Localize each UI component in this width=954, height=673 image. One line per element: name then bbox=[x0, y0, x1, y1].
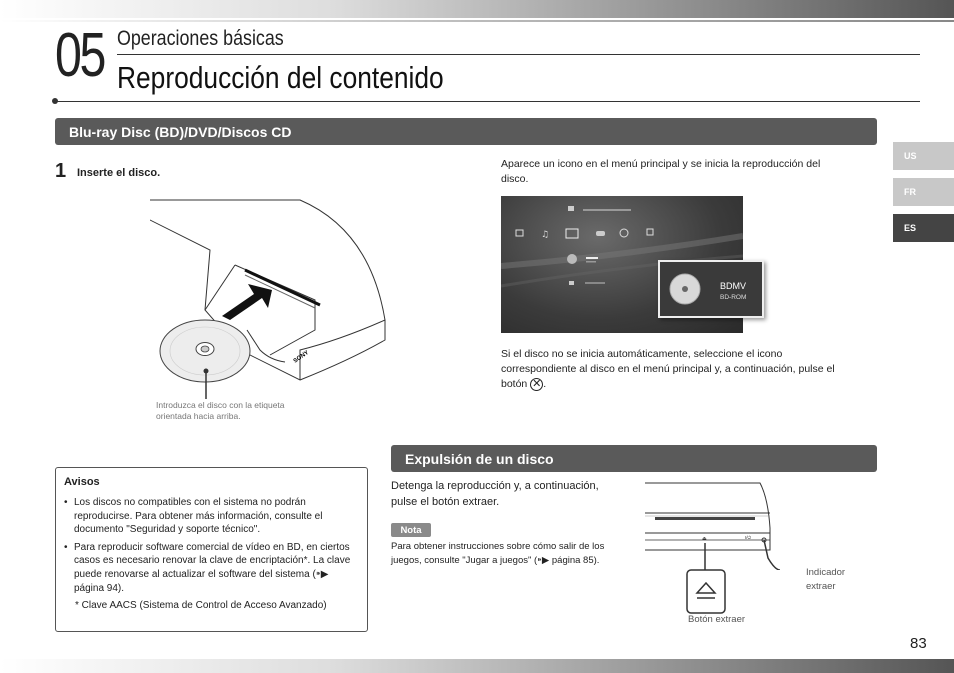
eject-instruction: Detenga la reproducción y, a continuación, pulse el botón extraer. bbox=[391, 480, 599, 508]
notice-item-2-ref: página 94). bbox=[74, 582, 125, 594]
disc-caption-2: orientada hacia arriba. bbox=[156, 411, 241, 421]
help-text-line-3-end: . bbox=[543, 378, 547, 390]
note-badge: Nota bbox=[391, 523, 431, 537]
bd-disc-icon bbox=[668, 272, 702, 306]
top-thin-bar bbox=[0, 20, 954, 22]
notice-item-1: • Los discos no compatibles con el sistema no podrán reproducirse. Para obtener más información, consulte el documento "Seguridad y soporte técnico". bbox=[64, 496, 359, 537]
disc-icon-zoom bbox=[658, 260, 764, 318]
indicator-label-line-1: Indicador bbox=[806, 567, 846, 578]
svg-text:SONY: SONY bbox=[292, 349, 311, 365]
reference-arrow-icon: ⁍▶ bbox=[315, 568, 329, 580]
console-front-illustration bbox=[640, 478, 780, 570]
page-title: Reproducción del contenido bbox=[117, 60, 444, 95]
section-heading-bluray: Blu-ray Disc (BD)/DVD/Discos CD bbox=[55, 118, 877, 145]
reference-arrow-icon: ⁍▶ bbox=[537, 554, 552, 566]
photo-icon bbox=[516, 230, 523, 236]
step-text: Inserte el disco. bbox=[77, 167, 161, 179]
chapter-title: Operaciones básicas bbox=[117, 27, 284, 50]
section-heading-eject: Expulsión de un disco bbox=[391, 445, 877, 472]
note-text-main: Para obtener instrucciones sobre cómo salir de los juegos, consulte "Jugar a juegos" ( bbox=[391, 541, 605, 566]
eject-button-zoom[interactable] bbox=[686, 569, 726, 614]
header-rule bbox=[117, 54, 920, 55]
title-rule bbox=[55, 101, 920, 102]
notice-item-2-text: Para reproducir software comercial de vídeo en BD, en ciertos casos es necesario renovar la clave de encriptación*. La clave puede renovarse al actualizar el software del sistema ( bbox=[74, 541, 351, 580]
notice-footnote: * Clave AACS (Sistema de Control de Acceso Avanzado) bbox=[75, 600, 327, 612]
music-icon: ♫ bbox=[541, 230, 550, 240]
bottom-decorative-bar bbox=[0, 659, 954, 673]
notice-heading: Avisos bbox=[64, 476, 100, 488]
help-text-line-2: correspondiente al disco en el menú principal y, a continuación, pulse el bbox=[501, 363, 835, 375]
intro-text-line-2: disco. bbox=[501, 173, 529, 185]
language-tab-us[interactable]: US bbox=[893, 142, 954, 170]
chapter-number: 05 bbox=[55, 21, 105, 90]
friends-icon bbox=[647, 229, 653, 235]
top-decorative-bar bbox=[0, 0, 954, 18]
page-number: 83 bbox=[910, 635, 927, 652]
svg-text:I/⏻: I/⏻ bbox=[745, 535, 752, 540]
zoom-label: BDMV bbox=[720, 281, 747, 291]
help-text-line-3 bbox=[501, 377, 546, 392]
note-text-ref: página 85). bbox=[551, 554, 600, 566]
game-icon bbox=[596, 231, 605, 236]
title-rule-dot bbox=[52, 98, 58, 104]
intro-text-line-1: Aparece un icono en el menú principal y se inicia la reproducción del bbox=[501, 158, 821, 170]
notice-item-2 bbox=[64, 541, 359, 595]
notice-box bbox=[55, 467, 368, 632]
cross-button-icon: ✕ bbox=[532, 378, 542, 390]
video-icon bbox=[566, 229, 578, 238]
zoom-sublabel: BD-ROM bbox=[720, 294, 747, 301]
svg-text:⏏: ⏏ bbox=[702, 536, 707, 542]
disc-small-icon bbox=[567, 254, 577, 264]
language-tab-es[interactable]: ES bbox=[893, 214, 954, 242]
help-text-line-3-text: botón bbox=[501, 378, 528, 390]
eject-button-caption: Botón extraer bbox=[688, 614, 746, 625]
network-icon bbox=[620, 229, 628, 237]
indicator-label-line-2: extraer bbox=[806, 581, 836, 592]
disc-caption-1: Introduzca el disco con la etiqueta bbox=[156, 400, 285, 410]
step-number: 1 bbox=[55, 160, 67, 182]
language-tab-fr[interactable]: FR bbox=[893, 178, 954, 206]
help-text-line-1: Si el disco no se inicia automáticamente, seleccione el icono bbox=[501, 348, 783, 360]
menu-top-icon bbox=[568, 206, 574, 211]
disc-callout-line bbox=[200, 367, 212, 399]
note-text bbox=[391, 540, 619, 567]
